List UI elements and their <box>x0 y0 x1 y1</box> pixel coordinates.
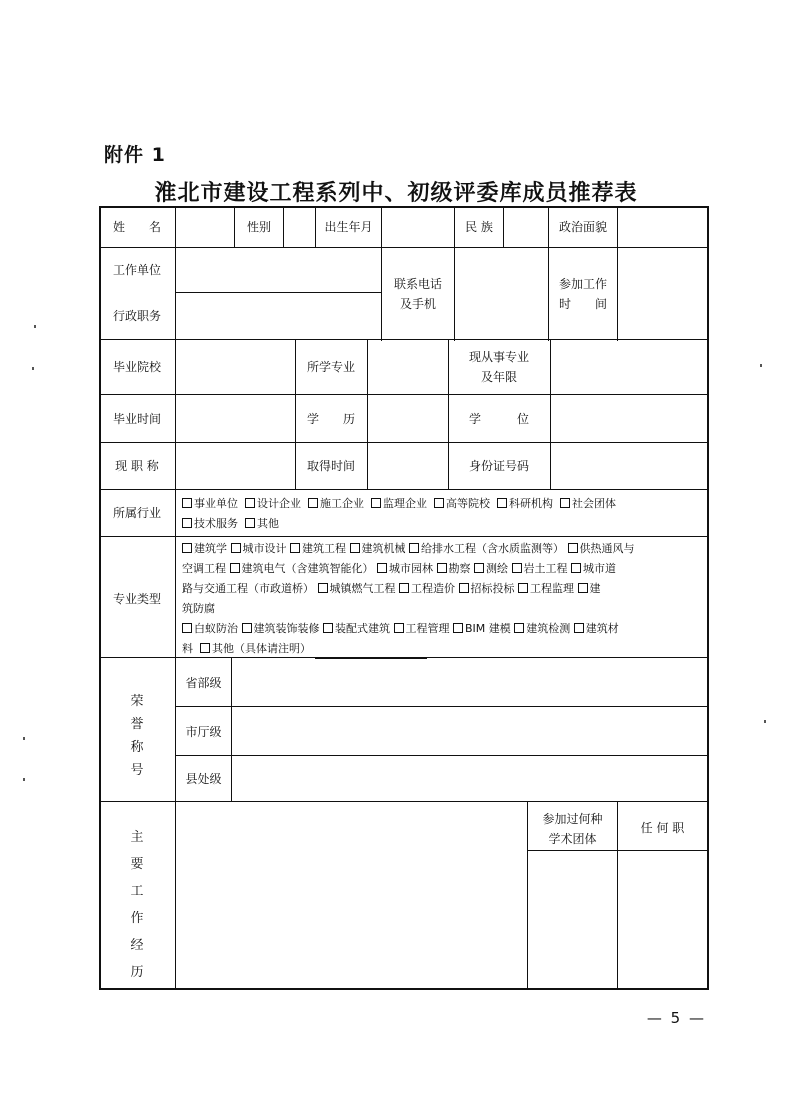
industry-option[interactable]: 施工企业 <box>308 497 364 510</box>
industry-option[interactable]: 其他 <box>245 517 279 530</box>
specialty-option[interactable]: 城市道 <box>571 562 616 575</box>
checkbox-icon <box>318 583 328 593</box>
industry-option[interactable]: 高等院校 <box>434 497 490 510</box>
specialty-line-6 <box>182 639 427 659</box>
industry-options-line-2 <box>182 514 279 534</box>
experience-label-char: 工 <box>130 884 144 899</box>
position-label: 任 何 职 <box>640 821 685 835</box>
specialty-line-5 <box>182 619 619 639</box>
specialty-option[interactable]: 城市园林 <box>377 562 433 575</box>
checkbox-icon <box>578 583 588 593</box>
specialty-line-2 <box>182 559 616 579</box>
obtain-time-label: 取得时间 <box>306 459 355 473</box>
industry-option[interactable]: 设计企业 <box>245 497 301 510</box>
specialty-option[interactable]: 测绘 <box>474 562 508 575</box>
political-label: 政治面貌 <box>558 220 607 234</box>
checkbox-icon <box>497 498 507 508</box>
specialty-option[interactable]: 城镇燃气工程 <box>318 582 396 595</box>
experience-label-char: 经 <box>130 938 144 953</box>
scan-speck <box>764 720 766 723</box>
checkbox-icon <box>474 563 484 573</box>
industry-option[interactable]: 监理企业 <box>371 497 427 510</box>
form-title: 淮北市建设工程系列中、初级评委库成员推荐表 <box>154 181 638 206</box>
county-level-label: 县处级 <box>185 772 222 786</box>
school-label: 毕业院校 <box>112 360 161 374</box>
checkbox-icon <box>514 623 524 633</box>
industry-options-line-1 <box>182 494 616 514</box>
specialty-text: 筑防腐 <box>182 602 215 615</box>
checkbox-icon <box>245 498 255 508</box>
scan-speck <box>23 737 25 740</box>
checkbox-icon <box>245 518 255 528</box>
specialty-line-1 <box>182 539 635 559</box>
major-label: 所学专业 <box>306 360 355 374</box>
workstart-label-1: 参加工作 <box>558 277 607 291</box>
honor-label <box>127 690 147 782</box>
experience-label <box>127 826 147 988</box>
checkbox-icon <box>350 543 360 553</box>
specialty-option[interactable]: 建筑材 <box>574 622 619 635</box>
specialty-option[interactable]: 建筑检测 <box>514 622 570 635</box>
specialty-text: 料 <box>182 642 193 655</box>
industry-option[interactable]: 社会团体 <box>560 497 616 510</box>
gradtime-label: 毕业时间 <box>112 412 161 426</box>
specialty-option[interactable]: 工程管理 <box>394 622 450 635</box>
checkbox-icon <box>182 518 192 528</box>
specialty-option[interactable]: 给排水工程（含水质监测等） <box>409 542 564 555</box>
checkbox-icon <box>399 583 409 593</box>
ethnic-label: 民 族 <box>465 220 493 234</box>
specialty-option[interactable]: 白蚁防治 <box>182 622 238 635</box>
checkbox-icon <box>434 498 444 508</box>
gender-label: 性别 <box>246 220 271 234</box>
checkbox-icon <box>437 563 447 573</box>
specialty-option[interactable]: 工程造价 <box>399 582 455 595</box>
scan-speck <box>32 367 34 370</box>
checkbox-icon <box>574 623 584 633</box>
attachment-label: 附件 1 <box>104 144 166 166</box>
degree-label: 学 位 <box>468 412 529 426</box>
checkbox-icon <box>571 563 581 573</box>
specialty-option[interactable]: 建筑学 <box>182 542 227 555</box>
specialty-label: 专业类型 <box>112 592 161 606</box>
specialty-option[interactable]: BIM 建模 <box>453 622 511 635</box>
id-number-label: 身份证号码 <box>468 459 529 473</box>
society-label-1: 参加过何种 <box>542 812 603 826</box>
name-label: 姓 名 <box>112 220 161 234</box>
checkbox-icon <box>459 583 469 593</box>
checkbox-icon <box>182 498 192 508</box>
checkbox-icon <box>409 543 419 553</box>
specialty-option[interactable]: 岩土工程 <box>512 562 568 575</box>
specialty-option[interactable]: 装配式建筑 <box>323 622 390 635</box>
checkbox-icon <box>182 543 192 553</box>
phone-label-1: 联系电话 <box>393 277 442 291</box>
checkbox-icon <box>568 543 578 553</box>
specialty-option[interactable]: 建筑工程 <box>290 542 346 555</box>
honor-label-char: 号 <box>130 763 144 778</box>
experience-label-char: 历 <box>130 965 144 980</box>
industry-option[interactable]: 技术服务 <box>182 517 238 530</box>
current-specialty-label-1: 现从事专业 <box>468 350 529 364</box>
scan-speck <box>760 364 762 367</box>
scan-speck <box>34 325 36 328</box>
municipal-level-label: 市厅级 <box>185 725 222 739</box>
checkbox-icon <box>308 498 318 508</box>
specialty-option[interactable]: 城市设计 <box>231 542 287 555</box>
experience-label-char: 作 <box>130 911 144 926</box>
checkbox-icon <box>323 623 333 633</box>
specialty-line-3 <box>182 579 601 599</box>
checkbox-icon <box>518 583 528 593</box>
job-title-label: 现 职 称 <box>115 459 159 473</box>
honor-label-char: 誉 <box>130 717 144 732</box>
specialty-option[interactable]: 建筑电气（含建筑智能化） <box>230 562 374 575</box>
specialty-option[interactable]: 建 <box>578 582 601 595</box>
industry-option[interactable]: 事业单位 <box>182 497 238 510</box>
checkbox-icon <box>290 543 300 553</box>
provincial-level-label: 省部级 <box>185 676 222 690</box>
specialty-text: 路与交通工程（市政道桥） <box>182 582 314 595</box>
phone-label-2: 及手机 <box>399 297 436 311</box>
specialty-option[interactable]: 供热通风与 <box>568 542 635 555</box>
checkbox-icon <box>512 563 522 573</box>
post-label: 行政职务 <box>112 309 161 323</box>
industry-option[interactable]: 科研机构 <box>497 497 553 510</box>
specialty-option[interactable]: 招标投标 <box>459 582 515 595</box>
specialty-option-other[interactable]: 其他（具体请注明） <box>200 642 311 655</box>
workplace-label: 工作单位 <box>112 263 161 277</box>
specialty-text: 空调工程 <box>182 562 226 575</box>
education-label: 学 历 <box>306 412 355 426</box>
birth-label: 出生年月 <box>324 220 373 234</box>
other-specify-field[interactable] <box>315 644 427 659</box>
checkbox-icon <box>182 623 192 633</box>
checkbox-icon <box>231 543 241 553</box>
specialty-option[interactable]: 勘察 <box>437 562 471 575</box>
page-number: — 5 — <box>646 1009 706 1027</box>
experience-label-char: 主 <box>130 830 144 845</box>
checkbox-icon <box>377 563 387 573</box>
checkbox-icon <box>453 623 463 633</box>
honor-label-char: 称 <box>130 740 144 755</box>
specialty-line-4 <box>182 599 215 619</box>
checkbox-icon <box>200 643 210 653</box>
specialty-option[interactable]: 工程监理 <box>518 582 574 595</box>
honor-label-char: 荣 <box>130 694 144 709</box>
checkbox-icon <box>371 498 381 508</box>
experience-label-char: 要 <box>130 857 144 872</box>
current-specialty-label-2: 及年限 <box>480 370 517 384</box>
specialty-option[interactable]: 建筑装饰装修 <box>242 622 320 635</box>
scan-speck <box>23 778 25 781</box>
checkbox-icon <box>560 498 570 508</box>
society-label-2: 学术团体 <box>548 832 597 846</box>
specialty-option[interactable]: 建筑机械 <box>350 542 406 555</box>
checkbox-icon <box>394 623 404 633</box>
checkbox-icon <box>242 623 252 633</box>
workstart-label-2: 时 间 <box>558 297 607 311</box>
industry-label: 所属行业 <box>112 506 161 520</box>
checkbox-icon <box>230 563 240 573</box>
